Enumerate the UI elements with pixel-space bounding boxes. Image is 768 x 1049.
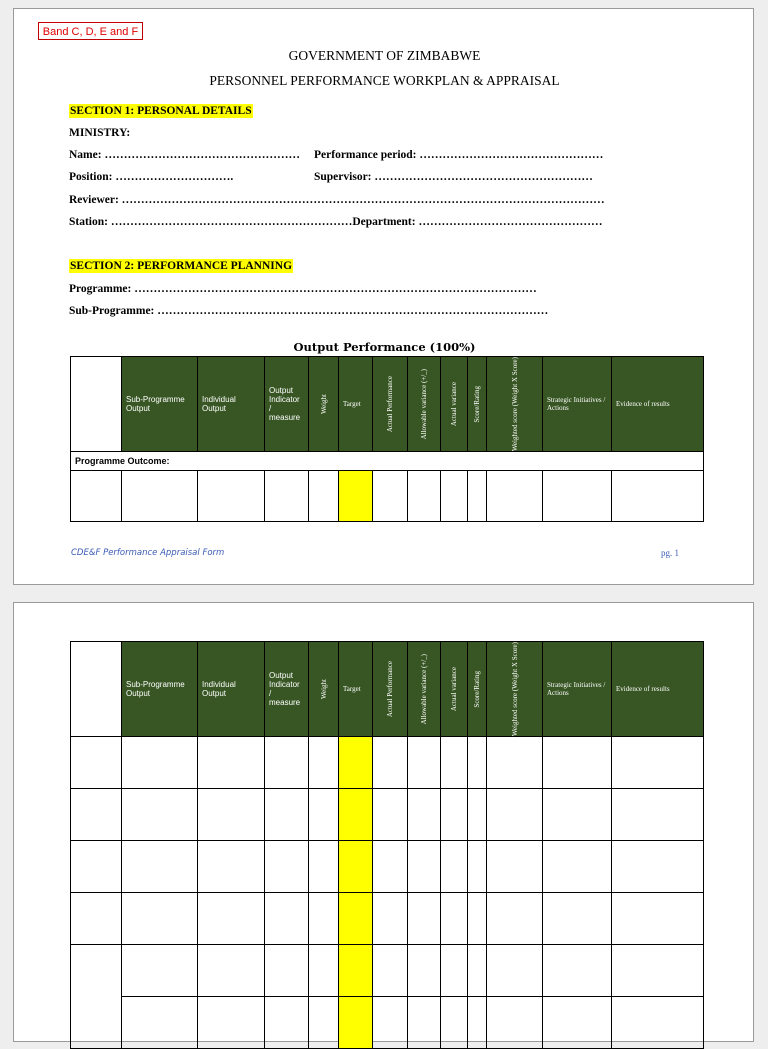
table-row (71, 893, 704, 945)
programme-outcome-row (71, 452, 704, 471)
table-cell[interactable] (543, 737, 612, 789)
table-cell[interactable] (468, 789, 487, 841)
table-row (71, 789, 704, 841)
table-cell[interactable] (543, 841, 612, 893)
table-cell[interactable] (71, 841, 122, 893)
header-evidence-of-results: Evidence of results (612, 357, 704, 452)
table-cell[interactable] (487, 893, 543, 945)
table-cell[interactable] (468, 471, 487, 522)
table-row (71, 945, 704, 997)
output-performance-table-continued (70, 641, 704, 1049)
table-cell[interactable] (265, 945, 309, 997)
table-cell[interactable] (612, 789, 704, 841)
table-cell[interactable] (543, 945, 612, 997)
table-cell[interactable] (543, 997, 612, 1049)
table-cell[interactable] (441, 737, 468, 789)
table-cell[interactable] (373, 893, 408, 945)
table-cell[interactable] (543, 471, 612, 522)
table-header-row (71, 357, 704, 452)
table-cell[interactable] (198, 841, 265, 893)
target-cell[interactable] (339, 997, 373, 1049)
table-cell[interactable] (122, 737, 198, 789)
station-department-field[interactable]: Station: ………………………………………………………Department: ………………………………………… (69, 216, 603, 228)
table-cell[interactable] (373, 471, 408, 522)
table-row (71, 471, 704, 522)
table-cell[interactable] (265, 789, 309, 841)
header-actual-performance: Actual Performance (373, 642, 408, 737)
performance-period-field[interactable]: Performance period: ………………………………………… (314, 149, 604, 161)
page-1 (13, 8, 754, 585)
ministry-field[interactable]: MINISTRY: (69, 127, 131, 139)
table-cell[interactable] (441, 945, 468, 997)
header-actual-variance: Actual variance (441, 642, 468, 737)
table-cell[interactable] (468, 945, 487, 997)
table-cell[interactable] (612, 841, 704, 893)
table-cell[interactable] (373, 789, 408, 841)
table-cell[interactable] (265, 471, 309, 522)
name-field[interactable]: Name: …………………………………………… (69, 149, 300, 161)
document-subtitle: PERSONNEL PERFORMANCE WORKPLAN & APPRAISAL (209, 73, 560, 88)
table-cell[interactable] (71, 471, 122, 522)
header-output-indicator: Output Indicator / measure (265, 642, 309, 737)
header-score-rating: Score/Rating (468, 357, 487, 452)
sub-programme-field[interactable]: Sub-Programme: ………………………………………………………………………………………… (69, 305, 549, 317)
table-cell[interactable] (198, 789, 265, 841)
table-caption: Output Performance (100%) (293, 340, 476, 354)
table-row (71, 841, 704, 893)
table-cell[interactable] (441, 471, 468, 522)
table-cell[interactable] (198, 893, 265, 945)
table-header-row (71, 642, 704, 737)
table-cell[interactable] (309, 893, 339, 945)
table-cell[interactable] (309, 789, 339, 841)
target-cell[interactable] (339, 841, 373, 893)
table-cell[interactable] (487, 841, 543, 893)
table-cell[interactable] (122, 841, 198, 893)
table-cell[interactable] (408, 841, 441, 893)
table-cell[interactable] (309, 997, 339, 1049)
table-cell[interactable] (71, 945, 122, 1049)
table-cell[interactable] (265, 997, 309, 1049)
table-cell[interactable] (543, 789, 612, 841)
table-cell[interactable] (487, 997, 543, 1049)
header-weighted-score: Weighted score (Weight X Score) (487, 357, 543, 452)
table-cell[interactable] (408, 737, 441, 789)
table-cell[interactable] (122, 945, 198, 997)
header-sub-programme-output: Sub-Programme Output (122, 642, 198, 737)
programme-field[interactable]: Programme: …………………………………………………………………………………………… (69, 283, 537, 295)
table-cell[interactable] (408, 471, 441, 522)
table-cell[interactable] (265, 841, 309, 893)
table-cell[interactable] (198, 471, 265, 522)
table-cell[interactable] (71, 737, 122, 789)
reviewer-field[interactable]: Reviewer: ……………………………………………………………………………………………………………… (69, 194, 605, 206)
header-evidence-of-results: Evidence of results (612, 642, 704, 737)
table-cell[interactable] (122, 789, 198, 841)
header-output-indicator: Output Indicator / measure (265, 357, 309, 452)
target-cell[interactable] (339, 945, 373, 997)
header-actual-variance: Actual variance (441, 357, 468, 452)
table-cell[interactable] (468, 893, 487, 945)
table-cell[interactable] (265, 737, 309, 789)
table-cell[interactable] (309, 841, 339, 893)
table-cell[interactable] (309, 471, 339, 522)
table-cell[interactable] (468, 737, 487, 789)
header-individual-output: Individual Output (198, 642, 265, 737)
header-weighted-score: Weighted score (Weight X Score) (487, 642, 543, 737)
table-cell[interactable] (408, 789, 441, 841)
table-cell[interactable] (265, 893, 309, 945)
target-cell[interactable] (339, 789, 373, 841)
table-cell[interactable] (373, 997, 408, 1049)
table-row (71, 737, 704, 789)
header-strategic-initiatives: Strategic Initiatives / Actions (543, 357, 612, 452)
table-cell[interactable] (408, 945, 441, 997)
table-cell[interactable] (309, 945, 339, 997)
header-weight: Weight (309, 642, 339, 737)
section-1-heading: SECTION 1: PERSONAL DETAILS (70, 105, 252, 117)
blank-header-cell (71, 357, 122, 452)
target-cell[interactable] (339, 737, 373, 789)
header-strategic-initiatives: Strategic Initiatives / Actions (543, 642, 612, 737)
table-cell[interactable] (122, 997, 198, 1049)
table-cell[interactable] (71, 789, 122, 841)
table-cell[interactable] (122, 471, 198, 522)
table-cell[interactable] (612, 737, 704, 789)
table-cell[interactable] (612, 893, 704, 945)
table-cell[interactable] (408, 997, 441, 1049)
header-allowable-variance: Allowable variance (+/_) (408, 642, 441, 737)
table-cell[interactable] (408, 893, 441, 945)
table-cell[interactable] (468, 997, 487, 1049)
table-cell[interactable] (373, 945, 408, 997)
position-field[interactable]: Position: …………………………. (69, 171, 234, 183)
header-score-rating: Score/Rating (468, 642, 487, 737)
header-target: Target (339, 642, 373, 737)
table-cell[interactable] (122, 893, 198, 945)
table-row (71, 997, 704, 1049)
table-cell[interactable] (612, 997, 704, 1049)
document-title: GOVERNMENT OF ZIMBABWE (288, 48, 481, 63)
table-cell[interactable] (487, 471, 543, 522)
table-cell[interactable] (441, 997, 468, 1049)
table-cell[interactable] (441, 893, 468, 945)
header-weight: Weight (309, 357, 339, 452)
programme-outcome-label: Programme Outcome: (71, 452, 704, 471)
header-allowable-variance: Allowable variance (+/_) (408, 357, 441, 452)
table-cell[interactable] (487, 789, 543, 841)
output-performance-table (70, 356, 704, 522)
band-label: Band C, D, E and F (38, 22, 143, 40)
page-2 (13, 602, 754, 1042)
table-cell[interactable] (441, 841, 468, 893)
footer-form-name: CDE&F Performance Appraisal Form (71, 548, 225, 558)
section-2-heading: SECTION 2: PERFORMANCE PLANNING (70, 260, 293, 272)
header-sub-programme-output: Sub-Programme Output (122, 357, 198, 452)
supervisor-field[interactable]: Supervisor: ………………………………………………… (314, 171, 593, 183)
table-cell[interactable] (612, 945, 704, 997)
table-cell[interactable] (543, 893, 612, 945)
table-cell[interactable] (373, 737, 408, 789)
table-cell[interactable] (198, 737, 265, 789)
footer-page-number: pg. 1 (661, 548, 679, 558)
table-cell[interactable] (198, 945, 265, 997)
table-cell[interactable] (441, 789, 468, 841)
header-individual-output: Individual Output (198, 357, 265, 452)
target-cell[interactable] (339, 893, 373, 945)
target-cell[interactable] (339, 471, 373, 522)
table-cell[interactable] (373, 841, 408, 893)
header-target: Target (339, 357, 373, 452)
table-cell[interactable] (309, 737, 339, 789)
table-cell[interactable] (468, 841, 487, 893)
table-cell[interactable] (487, 945, 543, 997)
header-actual-performance: Actual Performance (373, 357, 408, 452)
table-cell[interactable] (612, 471, 704, 522)
table-cell[interactable] (487, 737, 543, 789)
blank-header-cell (71, 642, 122, 737)
table-cell[interactable] (198, 997, 265, 1049)
table-cell[interactable] (71, 893, 122, 945)
